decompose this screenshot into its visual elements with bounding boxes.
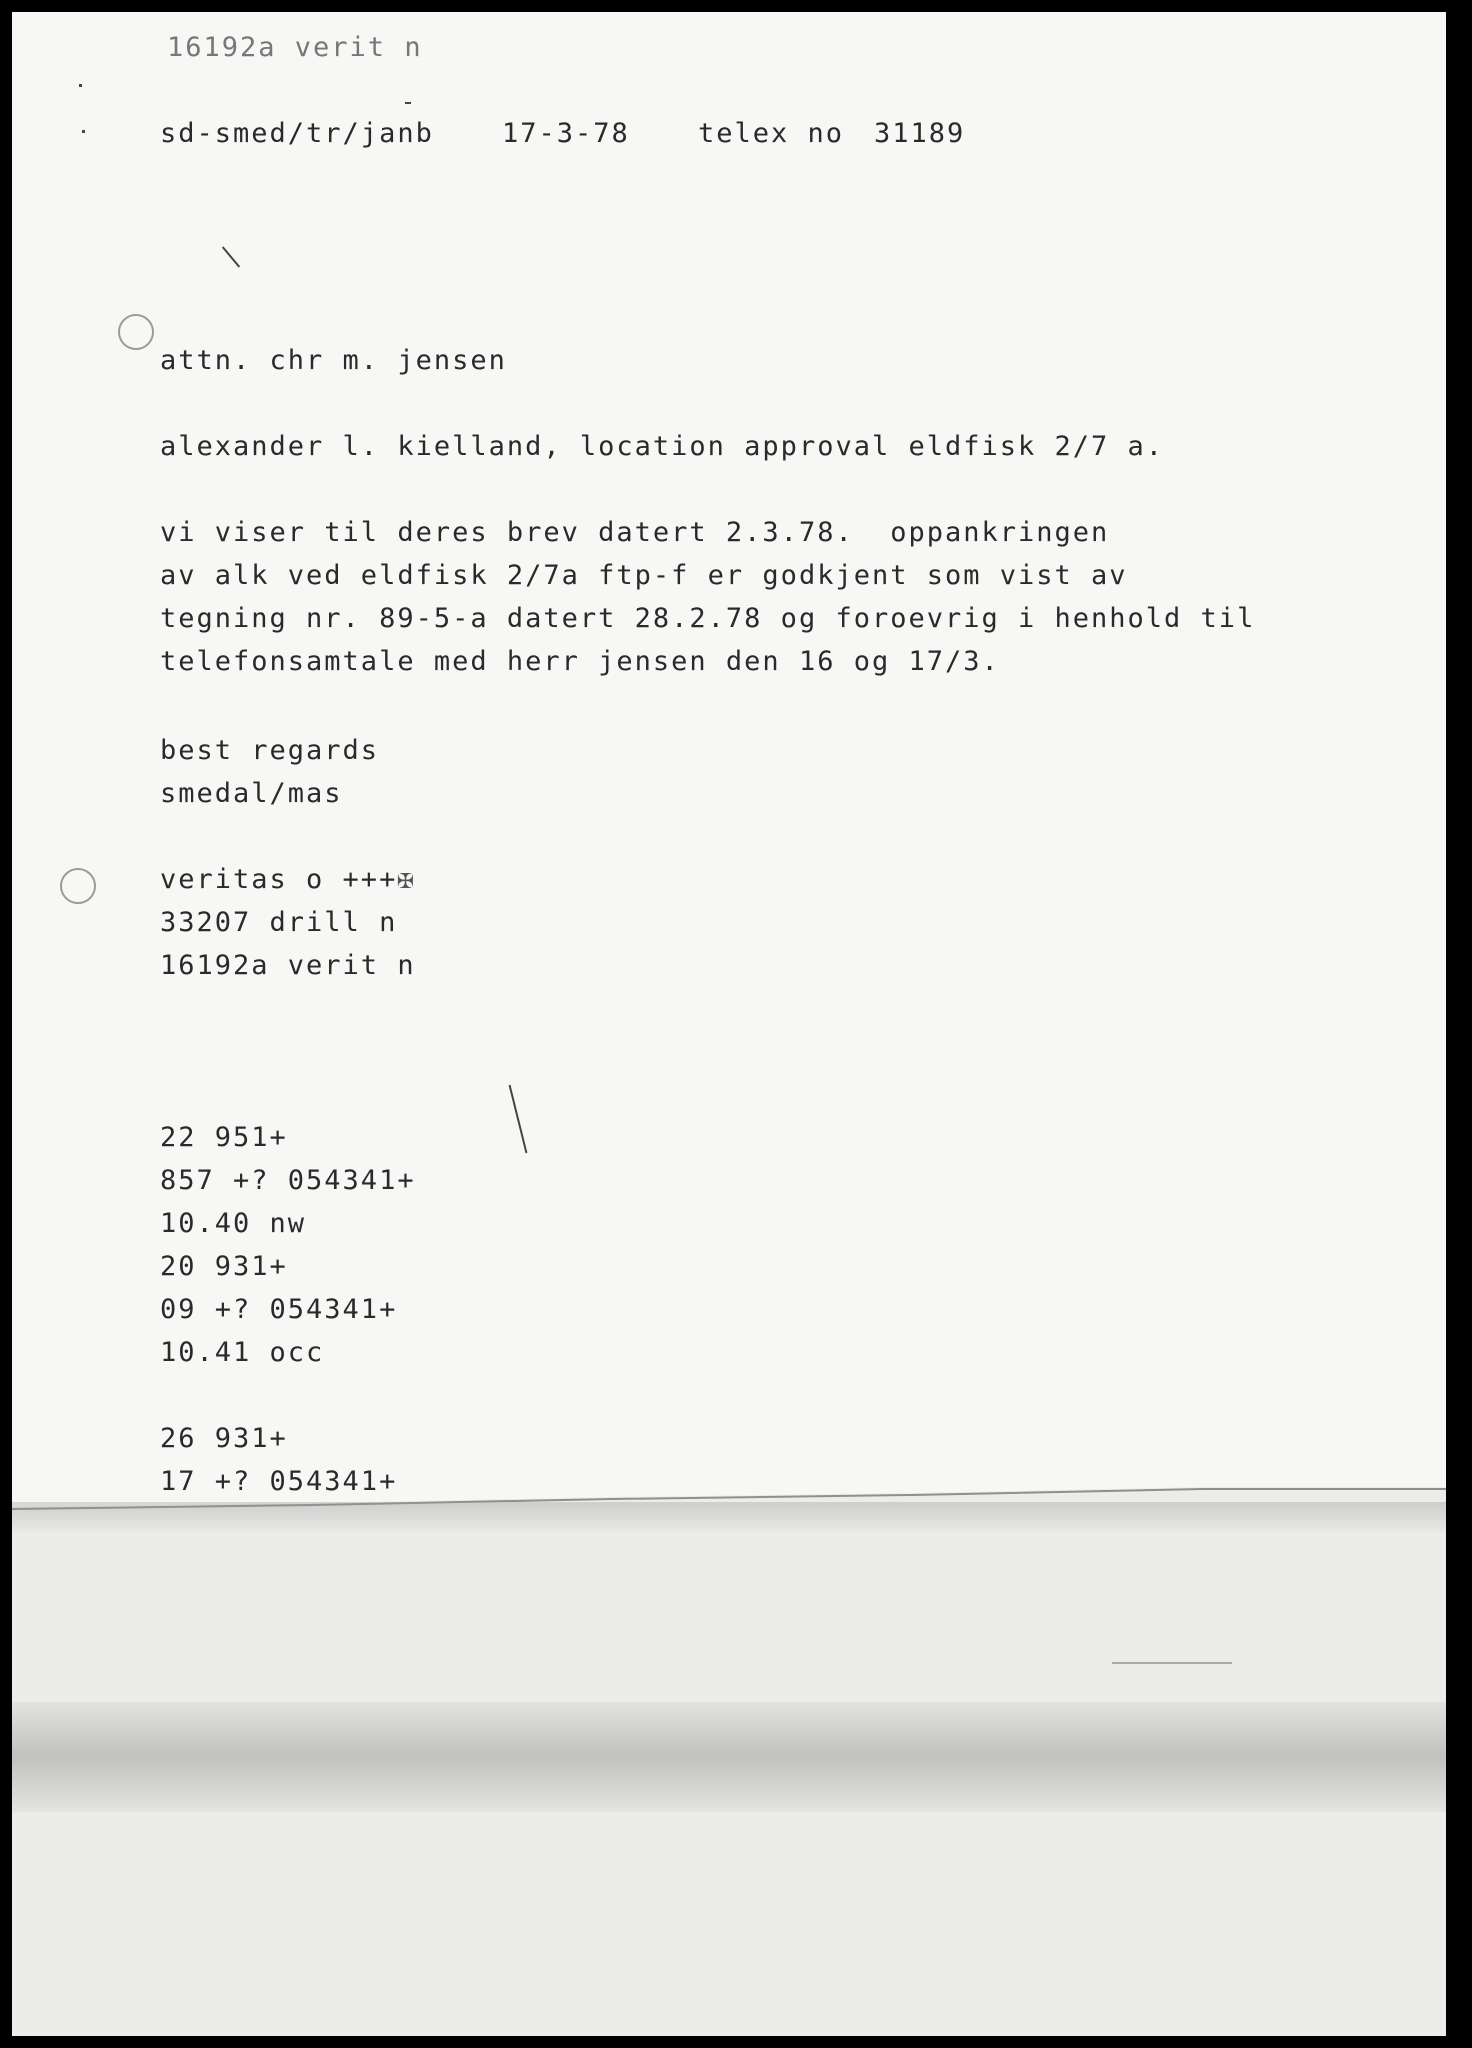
log-line: 26 931+ [160, 1423, 288, 1454]
log-line: 10.40 nw [160, 1208, 307, 1239]
answerback-line: 16192a verit n [160, 950, 416, 981]
maltese-cross-icon: ✠ [397, 864, 416, 895]
punch-hole [118, 314, 154, 350]
document-page [12, 12, 1446, 2036]
subject-line: alexander l. kielland, location approval eldfisk 2/7 a. [160, 431, 1165, 462]
log-line: 857 +? 054341+ [160, 1165, 416, 1196]
speck-mark [405, 102, 411, 104]
grey-scan-band [12, 1502, 1446, 1532]
answerback-line: 33207 drill n [160, 907, 398, 938]
speck-mark [79, 84, 82, 87]
attention-line: attn. chr m. jensen [160, 345, 507, 376]
answerback-text: veritas o +++ [160, 864, 398, 895]
answerback-line [160, 864, 416, 895]
header-date: 17-3-78 [502, 118, 630, 149]
speck-mark [82, 130, 85, 133]
log-line: 09 +? 054341+ [160, 1294, 398, 1325]
top-answerback: 16192a verit n [167, 32, 423, 63]
log-line: 20 931+ [160, 1251, 288, 1282]
log-line: 10.41 occ [160, 1337, 325, 1368]
closing-line: smedal/mas [160, 778, 343, 809]
slash-mark [222, 246, 240, 267]
punch-hole [60, 868, 96, 904]
body-line: tegning nr. 89-5-a datert 28.2.78 og foroevrig i henhold til [160, 603, 1256, 634]
speck-mark [1112, 1662, 1232, 1664]
body-line: vi viser til deres brev datert 2.3.78. oppankringen [160, 517, 1110, 548]
closing-line: best regards [160, 735, 380, 766]
body-line: telefonsamtale med herr jensen den 16 og 17/3. [160, 646, 1000, 677]
log-line: 17 +? 054341+ [160, 1466, 398, 1497]
grey-scan-band [12, 1702, 1446, 1812]
body-line: av alk ved eldfisk 2/7a ftp-f er godkjent som vist av [160, 560, 1128, 591]
header-reference: sd-smed/tr/janb [160, 118, 434, 149]
header-telex-number: 31189 [874, 118, 966, 149]
header-telex-label: telex no [698, 118, 845, 149]
log-line: 22 951+ [160, 1122, 288, 1153]
slash-mark [509, 1085, 528, 1153]
